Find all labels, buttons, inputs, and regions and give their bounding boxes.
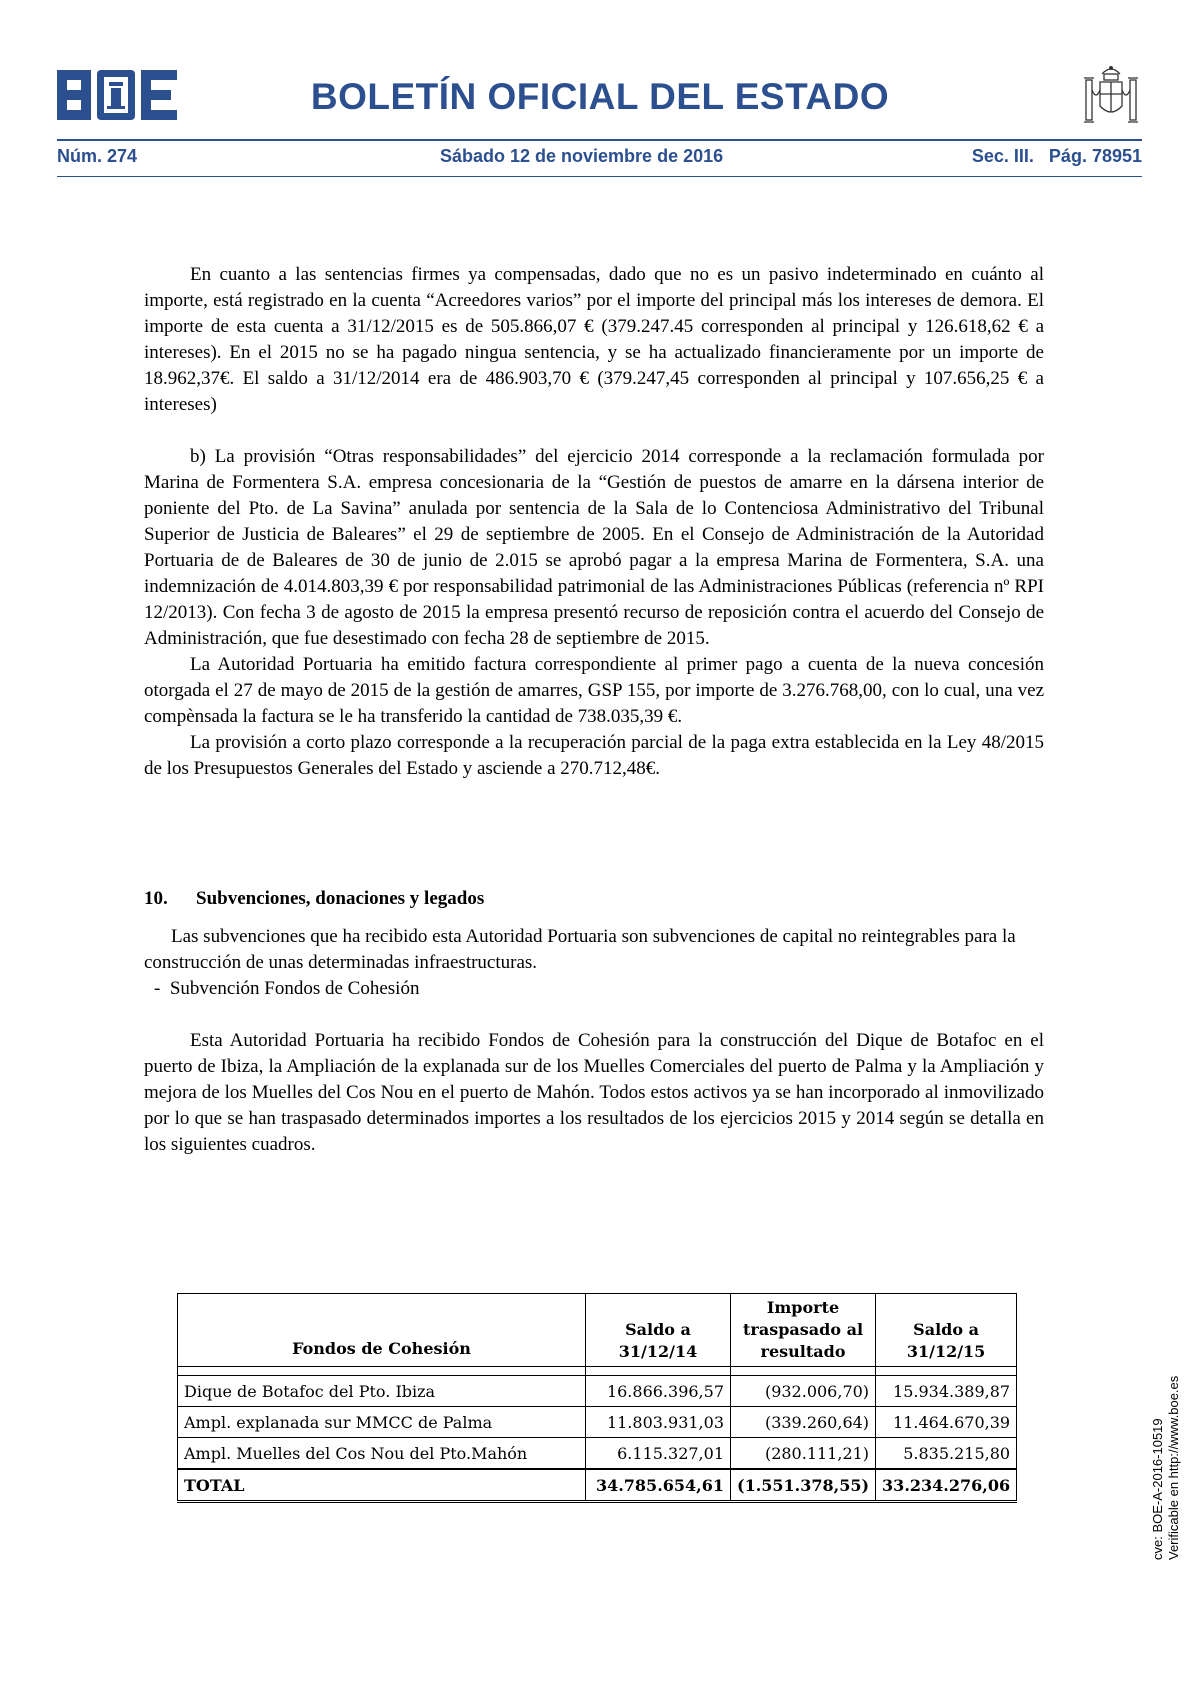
table-header: Importe traspasado al resultado: [731, 1294, 876, 1367]
table-cell: 6.115.327,01: [586, 1438, 731, 1470]
cohesion-funds-table: [177, 1293, 1017, 1503]
table-cell: 11.464.670,39: [876, 1407, 1017, 1438]
issue-date: Sábado 12 de noviembre de 2016: [440, 146, 724, 166]
table-cell: 15.934.389,87: [876, 1376, 1017, 1407]
table-cell: Dique de Botafoc del Pto. Ibiza: [178, 1376, 586, 1407]
paragraph: b) La provisión “Otras responsabilidades” del ejercicio 2014 corresponde a la reclamación formulada por Marina de Formentera S.A. empresa concesionaria de la “Gestión de puestos de amarre en la dársena interior de poniente del Pto. de La Savina” anulada por sentencia de la Sala de lo Contenciosa Administrativo del Tribunal Superior de Justicia de Baleares” el 29 de septiembre de 2005. En el Consejo de Administración de la Autoridad Portuaria de de Baleares de 30 de junio de 2.015 se aprobó pagar a la empresa Marina de Formentera, S.A. una indemnización de 4.014.803,39 € por responsabilidad patrimonial de las Administraciones Públicas (referencia nº RPI 12/2013). Con fecha 3 de agosto de 2015 la empresa presentó recurso de reposición contra el acuerdo del Consejo de Administración, que fue desestimado con fecha 28 de septiembre de 2015.: [144, 446, 1044, 649]
paragraph: Esta Autoridad Portuaria ha recibido Fondos de Cohesión para la construcción del Dique de Botafoc en el puerto de Ibiza, la Ampliación de la explanada sur de los Muelles Comerciales del puerto de Palma y la Ampliación y mejora de los Muelles del Cos Nou en el puerto de Mahón. Todos estos activos ya se han incorporado al inmovilizado por lo que se han traspasado determinados importes a los resultados de los ejercicios 2015 y 2014 según se detalla en los siguientes cuadros.: [144, 1030, 1044, 1155]
paragraph: En cuanto a las sentencias firmes ya compensadas, dado que no es un pasivo indeterminado en cuánto al importe, está registrado en la cuenta “Acreedores varios” por el importe del principal más los intereses de demora. El importe de esta cuenta a 31/12/2015 es de 505.866,07 € (379.247.45 corresponden al principal y 126.618,62 € a intereses). En el 2015 no se ha pagado ningua sentencia, y se ha actualizado financieramente por un importe de 18.962,37€. El saldo a 31/12/2014 era de 486.903,70 € (379.247,45 corresponden al principal y 107.656,25 € a intereses): [144, 264, 1044, 415]
table-header: Saldo a 31/12/15: [876, 1294, 1017, 1367]
table-cell: (280.111,21): [731, 1438, 876, 1470]
table-cell: Ampl. Muelles del Cos Nou del Pto.Mahón: [178, 1438, 586, 1470]
table-row: [178, 1438, 1017, 1470]
paragraph: La Autoridad Portuaria ha emitido factura correspondiente al primer pago a cuenta de la nueva concesión otorgada el 27 de mayo de 2015 de la gestión de amarres, GSP 155, por importe de 3.276.768,00, con lo cual, una vez compènsada la factura se le ha transferido la cantidad de 738.035,39 €.: [144, 654, 1044, 727]
header-rule-top: [57, 139, 1142, 141]
table-cell: (339.260,64): [731, 1407, 876, 1438]
boe-logo: [57, 70, 177, 120]
table-header: Fondos de Cohesión: [178, 1294, 586, 1367]
table-total-row: [178, 1469, 1017, 1502]
coat-of-arms-icon: [1080, 60, 1142, 128]
section-heading: [144, 886, 1044, 912]
verification-sidebar: [1150, 1376, 1182, 1560]
section-title: Subvenciones, donaciones y legados: [196, 888, 485, 909]
document-body: [144, 262, 1044, 1158]
table-row: [178, 1376, 1017, 1407]
table-cell: 33.234.276,06: [876, 1469, 1017, 1502]
table-cell: 5.835.215,80: [876, 1438, 1017, 1470]
table-cell: (1.551.378,55): [731, 1469, 876, 1502]
paragraph: Las subvenciones que ha recibido esta Autoridad Portuaria son subvenciones de capital no reintegrables para la construcción de unas determinadas infraestructuras.: [144, 926, 1016, 973]
section-number: 10.: [144, 888, 168, 909]
table-spacer: [178, 1367, 1017, 1376]
table-header: Saldo a 31/12/14: [586, 1294, 731, 1367]
table-cell: 16.866.396,57: [586, 1376, 731, 1407]
table-header-row: [178, 1294, 1017, 1367]
table-cell: 34.785.654,61: [586, 1469, 731, 1502]
table-cell: TOTAL: [178, 1469, 586, 1502]
bullet-item: - Subvención Fondos de Cohesión: [154, 978, 420, 999]
page-title: BOLETÍN OFICIAL DEL ESTADO: [310, 76, 890, 117]
issue-number: Núm. 274: [57, 146, 138, 166]
table-cell: 11.803.931,03: [586, 1407, 731, 1438]
verification-link: Verificable en http://www.boe.es: [1166, 1375, 1181, 1560]
cve-code: cve: BOE-A-2016-10519: [1150, 1418, 1165, 1560]
header-rule-bottom: [57, 176, 1142, 177]
section-page: Sec. III. Pág. 78951: [971, 146, 1142, 166]
table-cell: (932.006,70): [731, 1376, 876, 1407]
table-cell: Ampl. explanada sur MMCC de Palma: [178, 1407, 586, 1438]
paragraph: La provisión a corto plazo corresponde a la recuperación parcial de la paga extra establecida en la Ley 48/2015 de los Presupuestos Generales del Estado y asciende a 270.712,48€.: [144, 732, 1044, 779]
table-row: [178, 1407, 1017, 1438]
